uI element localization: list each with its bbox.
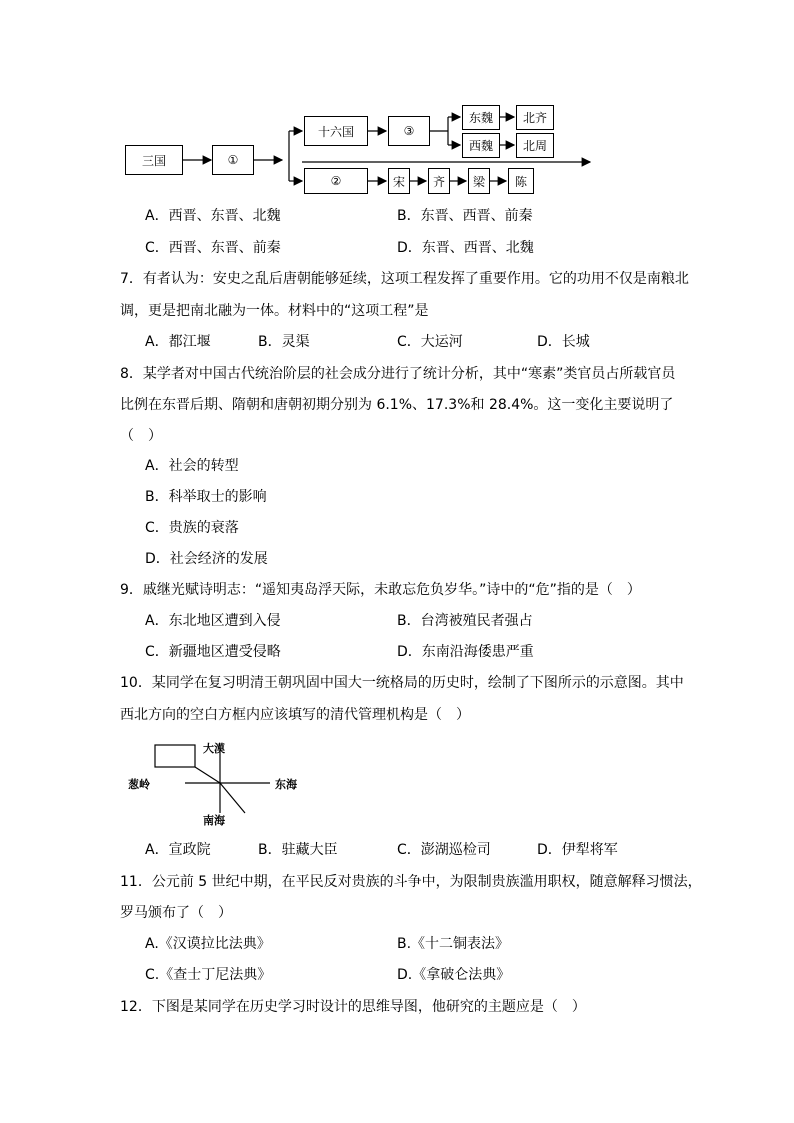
q6-option-d: D．东晋、西晋、北魏	[397, 240, 534, 256]
q7-option-a: A．都江堰	[145, 334, 211, 350]
q10-option-d: D．伊犁将军	[537, 842, 618, 858]
box-blank-2: ②	[304, 168, 368, 194]
box-beizhou: 北周	[516, 133, 554, 158]
box-liang: 梁	[468, 168, 490, 194]
q7-option-c: C．大运河	[397, 334, 463, 350]
box-shiliuguo: 十六国	[304, 116, 368, 146]
q10-map-diagram	[120, 735, 320, 830]
q6-option-b: B．东晋、西晋、前秦	[397, 208, 533, 224]
q9-option-a: A．东北地区遭到入侵	[145, 613, 281, 629]
q12-stem: 12．下图是某同学在历史学习时设计的思维导图，他研究的主题应是（ ）	[120, 999, 586, 1015]
box-blank-3: ③	[388, 116, 430, 146]
box-blank-1: ①	[212, 145, 254, 175]
q10-option-a: A．宣政院	[145, 842, 211, 858]
q8-stem-line1: 8．某学者对中国古代统治阶层的社会成分进行了统计分析，其中“寒素”类官员占所载官员	[120, 366, 676, 382]
q11-stem-line1: 11．公元前 5 世纪中期，在平民反对贵族的斗争中，为限制贵族滥用职权，随意解释习惯法，	[120, 874, 702, 890]
q9-option-c: C．新疆地区遭受侵略	[145, 644, 281, 660]
q7-option-d: D．长城	[537, 334, 590, 350]
q8-stem-line2: 比例在东晋后期、隋朝和唐朝初期分别为 6.1%、17.3%和 28.4%。这一变化主要说明了	[120, 397, 674, 413]
q9-option-d: D．东南沿海倭患严重	[397, 644, 534, 660]
map-label-north: 大漠	[203, 742, 225, 755]
box-dongwei: 东魏	[462, 105, 500, 130]
q7-option-b: B．灵渠	[258, 334, 310, 350]
box-beiqi: 北齐	[516, 105, 554, 130]
q10-stem-line2: 西北方向的空白方框内应该填写的清代管理机构是（ ）	[120, 707, 470, 723]
box-sanguo: 三国	[125, 145, 183, 175]
q8-option-c: C．贵族的衰落	[145, 520, 239, 536]
box-song: 宋	[388, 168, 410, 194]
q8-stem-line3: （ ）	[120, 428, 162, 444]
q9-stem: 9．戚继光赋诗明志：“遥知夷岛浮天际，未敢忘危负岁华。”诗中的“危”指的是（ ）	[120, 582, 641, 598]
q8-option-a: A．社会的转型	[145, 458, 239, 474]
map-label-south: 南海	[203, 814, 225, 827]
dynasty-flow-diagram	[0, 0, 794, 200]
q8-option-d: D．社会经济的发展	[145, 551, 268, 567]
q7-stem-line1: 7．有者认为：安史之乱后唐朝能够延续，这项工程发挥了重要作用。它的功用不仅是南粮北	[120, 271, 689, 287]
q7-stem-line2: 调，更是把南北融为一体。材料中的“这项工程”是	[120, 303, 429, 319]
q10-option-c: C．澎湖巡检司	[397, 842, 491, 858]
q11-stem-line2: 罗马颁布了（ ）	[120, 905, 232, 921]
q11-option-c: C.《查士丁尼法典》	[145, 967, 272, 983]
q11-option-a: A.《汉谟拉比法典》	[145, 936, 271, 952]
box-xiwei: 西魏	[462, 133, 500, 158]
box-qi: 齐	[428, 168, 450, 194]
map-label-west: 葱岭	[128, 778, 150, 791]
q9-option-b: B．台湾被殖民者强占	[397, 613, 533, 629]
map-label-east: 东海	[275, 778, 297, 791]
q11-option-b: B.《十二铜表法》	[397, 936, 510, 952]
q8-option-b: B．科举取士的影响	[145, 489, 267, 505]
q6-option-c: C．西晋、东晋、前秦	[145, 240, 281, 256]
q11-option-d: D.《拿破仑法典》	[397, 967, 511, 983]
q10-option-b: B．驻藏大臣	[258, 842, 338, 858]
q10-stem-line1: 10．某同学在复习明清王朝巩固中国大一统格局的历史时，绘制了下图所示的示意图。其中	[120, 675, 684, 691]
box-chen: 陈	[508, 168, 534, 194]
q6-option-a: A．西晋、东晋、北魏	[145, 208, 281, 224]
